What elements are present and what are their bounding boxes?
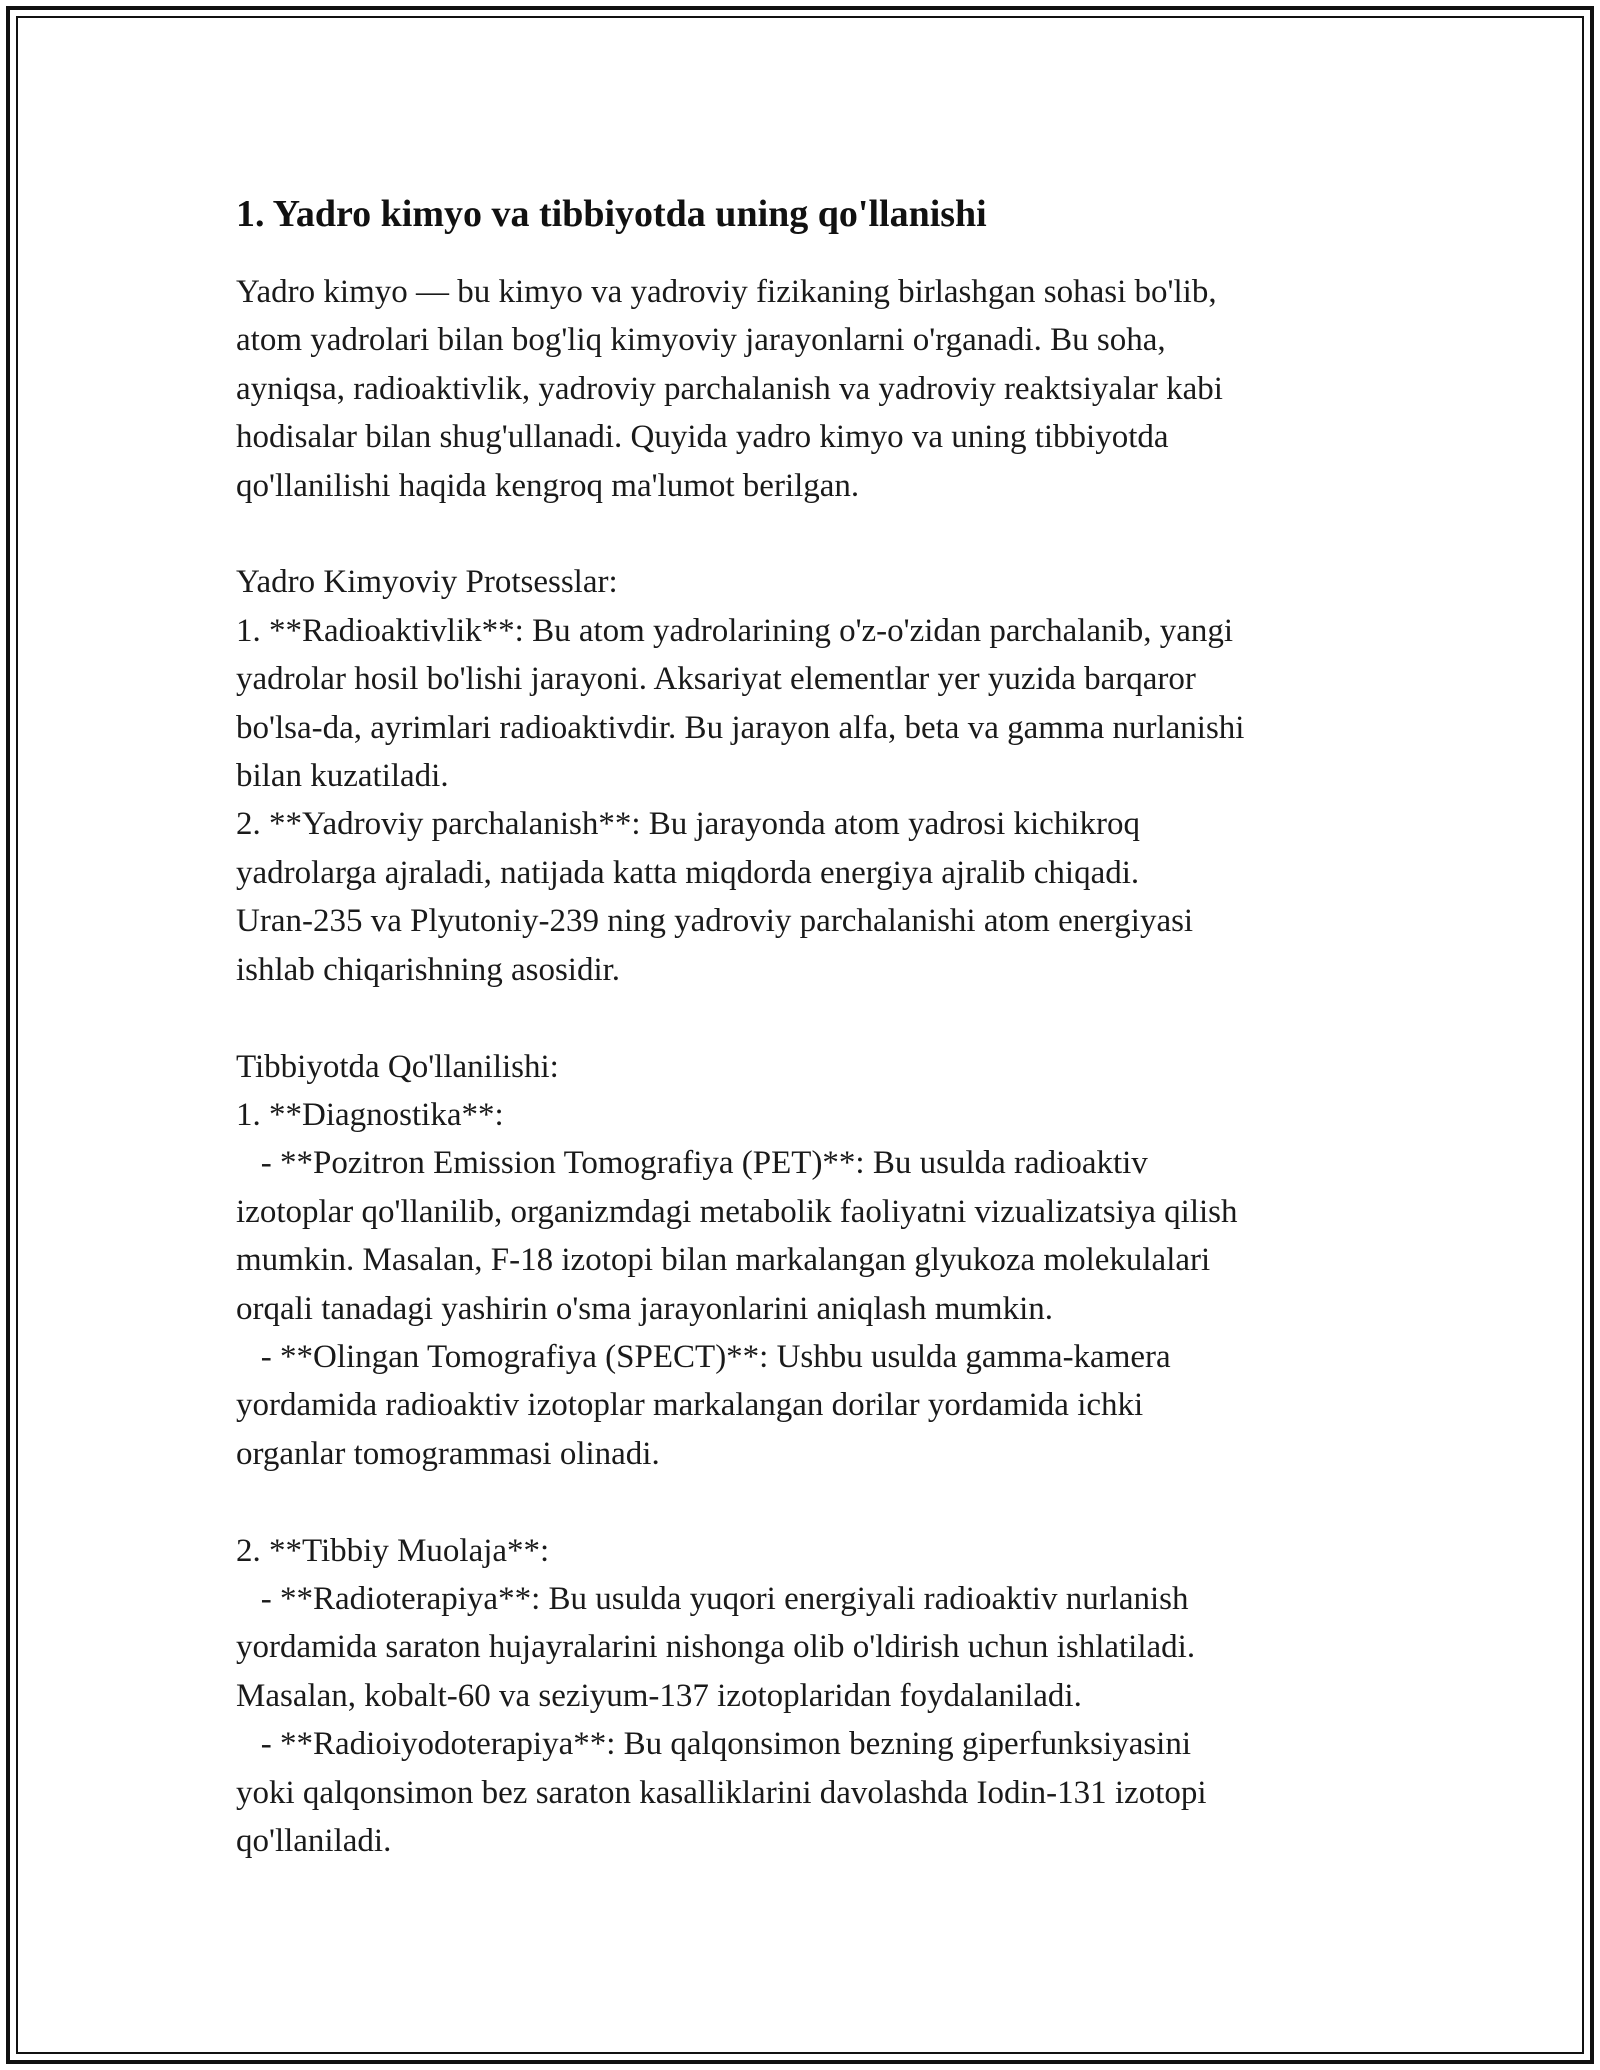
document-body: Yadro kimyo — bu kimyo va yadroviy fizikaning birlashgan sohasi bo'lib, atom yadrolari bilan bog'liq kimyoviy jarayonlarni o'rganadi. Bu soha, ayniqsa, radioaktivlik, yadroviy parchalanish va yadroviy reaktsiyalar kabi hodisalar bilan shug'ullanadi. Quyida yadro kimyo va uning tibbiyotda qo'llanilishi haqida kengroq ma'lumot berilgan. Yadro Kimyoviy Protsesslar: 1. **Radioaktivlik**: Bu atom yadrolarining o'z-o'zidan parchalanib, yangi yadrolar hosil bo'lishi jarayoni. Aksariyat elementlar yer yuzida barqaror bo'lsa-da, ayrimlari radioaktivdir. Bu jarayon alfa, beta va gamma nurlanishi bilan kuzatiladi. 2. **Yadroviy parchalanish**: Bu jarayonda atom yadrosi kichikroq yadrolarga ajraladi, natijada katta miqdorda energiya ajralib chiqadi. Uran-235 va Plyutoniy-239 ning yadroviy parchalanishi atom energiyasi ishlab chiqarishning asosidir. Tibbiyotda Qo'llanilishi: 1. **Diagnostika**: - **Pozitron Emission Tomografiya (PET)**: Bu usulda radioaktiv izotoplar qo'llanilib, organizmdagi metabolik faoliyatni vizualizatsiya qilish mumkin. Masalan, F-18 izotopi bilan markalangan glyukoza molekulalari orqali tanadagi yashirin o'sma jarayonlarini aniqlash mumkin. - **Olingan Tomografiya (SPECT)**: Ushbu usulda gamma-kamera yordamida radioaktiv izotoplar markalangan dorilar yordamida ichki organlar tomogrammasi olinadi. 2. **Tibbiy Muolaja**: - **Radioterapiya**: Bu usulda yuqori energiyali radioaktiv nurlanish yordamida saraton hujayralarini nishonga olib o'ldirish uchun ishlatiladi. Masalan, kobalt-60 va seziyum-137 izotoplaridan foydalaniladi. - **Radioiyodoterapiya**: Bu qalqonsimon bezning giperfunksiyasini yoki qalqonsimon bez saraton kasalliklarini davolashda Iodin-131 izotopi qo'llaniladi. (236, 274, 1245, 1859)
document-content (236, 188, 1376, 1865)
document-title: 1. Yadro kimyo va tibbiyotda uning qo'llanishi (236, 193, 987, 235)
